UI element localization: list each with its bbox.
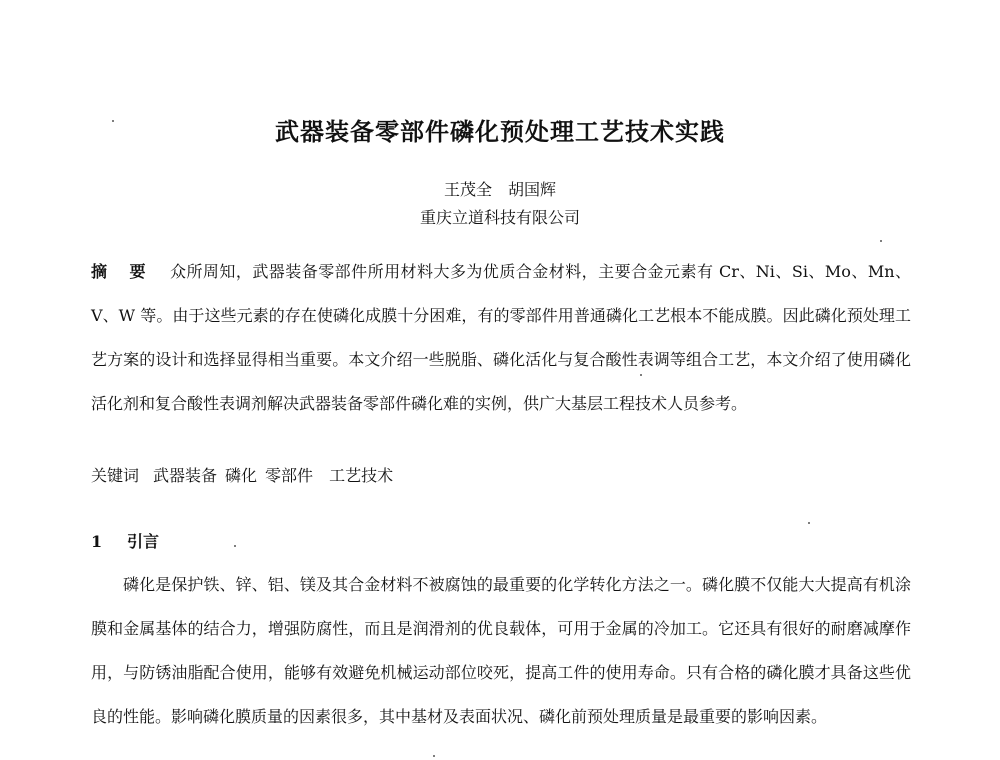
section-number: 1 — [91, 532, 103, 551]
scan-speck — [234, 545, 236, 547]
keywords-label: 关键词 — [91, 466, 140, 485]
keywords-list — [153, 466, 401, 485]
scan-speck — [640, 374, 642, 376]
scan-speck — [808, 522, 810, 524]
abstract-text: 众所周知，武器装备零部件所用材料大多为优质合金材料，主要合金元素有 Cr、Ni、Si、Mo、Mn、V、W 等。由于这些元素的存在使磷化成膜十分困难，有的零部件用普通磷化工艺根本不能成膜。因此磷化预处理工艺方案的设计和选择显得相当重要。本文介绍一些脱脂、磷化活化与复合酸性表调等组合工艺，本文介绍了使用磷化活化剂和复合酸性表调剂解决武器装备零部件磷化难的实例，供广大基层工程技术人员参考。 — [91, 262, 911, 413]
keyword-item: 零部件 — [265, 466, 314, 485]
section-title: 引言 — [127, 532, 160, 551]
keyword-item: 磷化 — [225, 466, 258, 485]
section-heading — [91, 529, 159, 552]
paper-authors: 王茂全 胡国辉 — [443, 180, 556, 199]
section-paragraph: 磷化是保护铁、锌、铝、镁及其合金材料不被腐蚀的最重要的化学转化方法之一。磷化膜不仅能大大提高有机涂膜和金属基体的结合力，增强防腐性，而且是润滑剂的优良载体，可用于金属的冷加工。它还具有很好的耐磨减摩作用，与防锈油脂配合使用，能够有效避免机械运动部位咬死，提高工件的使用寿命。只有合格的磷化膜才具备这些优良的性能。影响磷化膜质量的因素很多，其中基材及表面状况、磷化前预处理质量是最重要的影响因素。 — [91, 575, 911, 726]
paper-affiliation: 重庆立道科技有限公司 — [419, 208, 580, 227]
abstract-label: 摘 要 — [91, 262, 154, 281]
paper-title: 武器装备零部件磷化预处理工艺技术实践 — [275, 118, 725, 146]
keywords-block — [91, 463, 911, 486]
abstract-block — [91, 250, 911, 426]
scan-speck — [880, 240, 882, 242]
scan-speck — [112, 120, 114, 122]
keyword-item: 武器装备 — [153, 466, 218, 485]
keyword-item: 工艺技术 — [329, 466, 394, 485]
scan-speck — [433, 755, 435, 757]
